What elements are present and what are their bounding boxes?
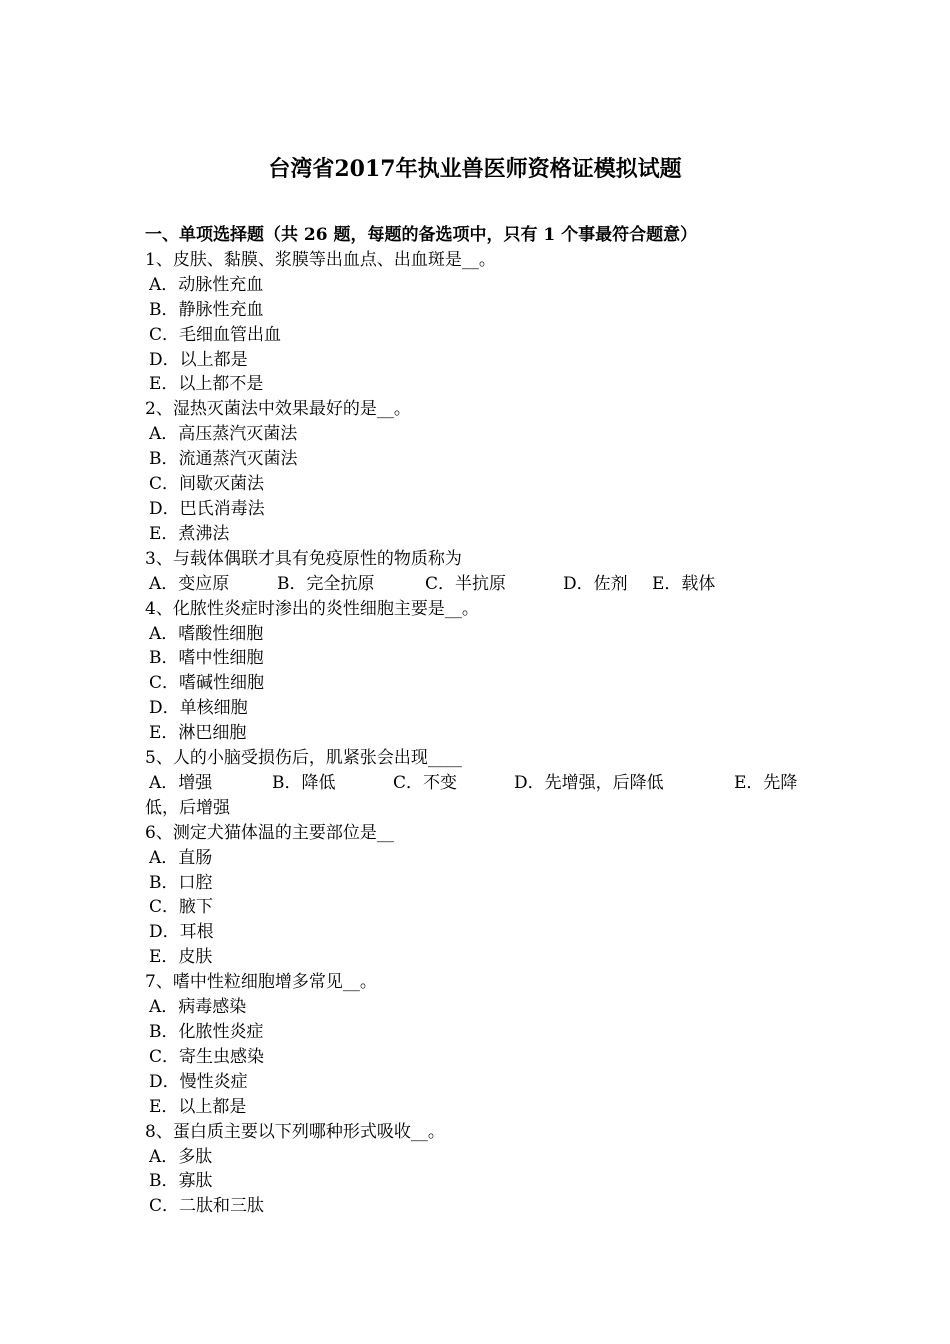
question-5-option-b: B．降低 [272,772,336,793]
question-3-stem: 3、与载体偶联才具有免疫原性的物质称为 [145,548,462,569]
document-title: 台湾省2017年执业兽医师资格证模拟试题 [268,156,682,182]
question-1-stem: 1、皮肤、黏膜、浆膜等出血点、出血斑是__。 [145,249,496,270]
question-3-option-c: C．半抗原 [425,573,507,594]
question-5-option-a: A．增强 [149,772,213,793]
question-4-option-a: A．嗜酸性细胞 [149,623,264,644]
question-1-option-e: E．以上都不是 [149,374,264,395]
question-2-option-d: D．巴氏消毒法 [149,498,265,519]
question-2-option-e: E．煮沸法 [149,523,230,544]
question-3-options-row [145,572,825,597]
question-list [145,223,825,1219]
question-1-option-c: C．毛细血管出血 [149,324,282,345]
question-2-option-c: C．间歇灭菌法 [149,474,265,495]
section-heading: 一、单项选择题（共 26 题，每题的备选项中，只有 1 个事最符合题意） [145,225,698,245]
question-3-option-e: E．载体 [652,573,716,594]
question-2-option-a: A．高压蒸汽灭菌法 [149,424,298,445]
question-6-option-c: C．腋下 [149,897,214,918]
question-7-option-a: A．病毒感染 [149,997,247,1018]
question-2-option-b: B．流通蒸汽灭菌法 [149,449,298,470]
question-6-option-a: A．直肠 [149,847,213,868]
question-7-option-b: B．化脓性炎症 [149,1022,264,1042]
question-6-option-b: B．口腔 [149,872,213,893]
question-8-stem: 8、蛋白质主要以下列哪种形式吸收__。 [145,1121,445,1142]
question-8-option-a: A．多肽 [149,1146,213,1167]
question-2-stem: 2、湿热灭菌法中效果最好的是__。 [145,399,411,420]
question-4-stem: 4、化脓性炎症时渗出的炎性细胞主要是__。 [145,598,479,619]
question-5-option-c: C．不变 [393,772,458,793]
question-1-option-b: B．静脉性充血 [149,299,264,320]
question-3-option-a: A．变应原 [149,573,230,594]
question-5-option-e-continuation: 低，后增强 [145,797,230,818]
question-7-option-e: E．以上都是 [149,1096,247,1117]
question-7-option-d: D．慢性炎症 [149,1071,248,1092]
question-4-option-c: C．嗜碱性细胞 [149,673,265,694]
question-4-option-d: D．单核细胞 [149,698,248,719]
question-6-option-e: E．皮肤 [149,947,213,968]
question-6-stem: 6、测定犬猫体温的主要部位是__ [145,822,394,843]
question-5-option-e: E．先降 [734,772,798,793]
question-3-option-d: D．佐剂 [563,573,628,594]
question-4-option-e: E．淋巴细胞 [149,723,247,744]
question-5-stem: 5、人的小脑受损伤后，肌紧张会出现____ [145,748,462,769]
question-6-option-d: D．耳根 [149,922,214,943]
question-4-option-b: B．嗜中性细胞 [149,648,264,669]
question-8-option-c: C．二肽和三肽 [149,1196,265,1217]
question-7-option-c: C．寄生虫感染 [149,1046,265,1067]
question-5-options-row [145,771,825,796]
question-5-option-d: D．先增强，后降低 [514,772,664,793]
question-8-option-b: B．寡肽 [149,1171,213,1192]
question-1-option-d: D．以上都是 [149,349,248,370]
question-1-option-a: A．动脉性充血 [149,274,264,295]
question-3-option-b: B．完全抗原 [277,573,375,594]
question-7-stem: 7、嗜中性粒细胞增多常见__。 [145,972,377,993]
